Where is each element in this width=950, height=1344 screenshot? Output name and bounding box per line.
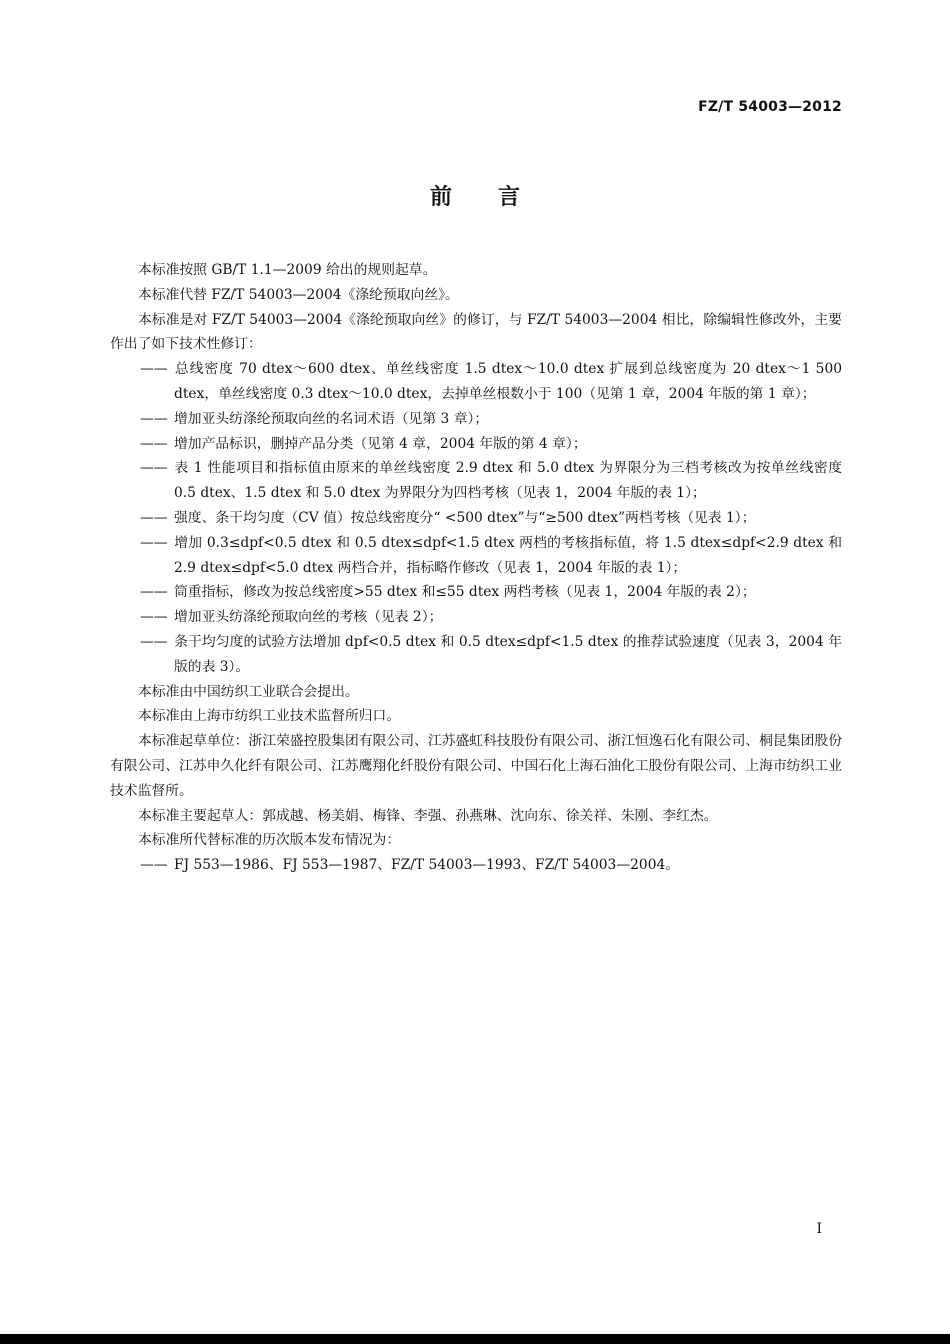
history-item xyxy=(110,853,842,878)
dash-marker: —— xyxy=(140,509,168,526)
dash-marker: —— xyxy=(140,435,168,452)
replacement-paragraph: 本标准代替 FZ/T 54003—2004《涤纶预取向丝》。 xyxy=(138,286,459,303)
revision-text: 条干均匀度的试验方法增加 dpf<0.5 dtex 和 0.5 dtex≤dpf<1.5 dtex 的推荐试验速度（见表 3，2004 年版的表 3）。 xyxy=(174,633,842,675)
dash-marker: —— xyxy=(140,857,168,874)
revision-text: 增加产品标识，删掉产品分类（见第 4 章，2004 年版的第 4 章）； xyxy=(174,435,587,452)
revision-text: 增加 0.3≤dpf<0.5 dtex 和 0.5 dtex≤dpf<1.5 dtex 两档的考核指标值，将 1.5 dtex≤dpf<2.9 dtex 和 2.9 dtex≤dpf<5.0 dtex 两档合并，指标略作修改（见表 1，2004 年版的表 1）； xyxy=(174,534,842,576)
revision-list xyxy=(110,357,842,679)
revision-text: 增加亚头纺涤纶预取向丝的名词术语（见第 3 章）； xyxy=(174,410,489,427)
proposer-paragraph: 本标准由中国纺织工业联合会提出。 xyxy=(138,683,359,700)
revision-text: 筒重指标，修改为按总线密度>55 dtex 和≤55 dtex 两档考核（见表 1，2004 年版的表 2）； xyxy=(174,584,756,601)
document-body xyxy=(110,258,842,878)
dash-marker: —— xyxy=(140,609,168,626)
dash-marker: —— xyxy=(140,633,168,650)
revision-item xyxy=(110,432,842,457)
drafting-units-paragraph: 本标准起草单位：浙江荣盛控股集团有限公司、江苏盛虹科技股份有限公司、浙江恒逸石化有限公司、桐昆集团股份有限公司、江苏申久化纤有限公司、江苏鹰翔化纤股份有限公司、中国石化上海石油化工股份有限公司、上海市纺织工业技术监督所。 xyxy=(110,733,842,799)
revision-item xyxy=(110,580,842,605)
page-number: I xyxy=(816,1221,822,1237)
revision-item xyxy=(110,605,842,630)
centralizer-paragraph: 本标准由上海市纺织工业技术监督所归口。 xyxy=(138,708,401,725)
revision-text: 增加亚头纺涤纶预取向丝的考核（见表 2）； xyxy=(174,609,443,626)
revision-item xyxy=(110,456,842,506)
drafters-paragraph: 本标准主要起草人：郭成越、杨美娟、梅锋、李强、孙燕琳、沈向东、徐关祥、朱刚、李红杰。 xyxy=(138,807,718,824)
revision-item xyxy=(110,357,842,407)
drafting-rule-paragraph: 本标准按照 GB/T 1.1—2009 给出的规则起草。 xyxy=(138,262,437,278)
dash-marker: —— xyxy=(140,534,168,551)
page-title: 前言 xyxy=(429,185,566,210)
dash-marker: —— xyxy=(140,410,168,427)
revision-text: 表 1 性能项目和指标值由原来的单丝线密度 2.9 dtex 和 5.0 dtex 为界限分为三档考核改为按单丝线密度 0.5 dtex、1.5 dtex 和 5.0 dtex 为界限分为四档考核（见表 1，2004 年版的表 1）； xyxy=(174,460,842,502)
bottom-border xyxy=(0,1334,950,1344)
revision-item xyxy=(110,531,842,581)
dash-marker: —— xyxy=(140,460,168,477)
revision-item xyxy=(110,506,842,531)
revision-intro-paragraph: 本标准是对 FZ/T 54003—2004《涤纶预取向丝》的修订，与 FZ/T 54003—2004 相比，除编辑性修改外，主要作出了如下技术性修订： xyxy=(110,311,842,353)
standard-code: FZ/T 54003—2012 xyxy=(698,99,842,115)
dash-marker: —— xyxy=(140,584,168,601)
revision-item xyxy=(110,630,842,680)
revision-item xyxy=(110,407,842,432)
dash-marker: —— xyxy=(140,361,168,378)
revision-text: 总线密度 70 dtex～600 dtex、单丝线密度 1.5 dtex～10.0 dtex 扩展到总线密度为 20 dtex～1 500 dtex，单丝线密度 0.3 dtex～10.0 dtex，去掉单丝根数小于 100（见第 1 章，2004 年版的第 1 章）； xyxy=(174,361,842,402)
revision-text: 强度、条干均匀度（CV 值）按总线密度分“ <500 dtex”与“≥500 dtex”两档考核（见表 1）； xyxy=(174,509,756,526)
history-text: FJ 553—1986、FJ 553—1987、FZ/T 54003—1993、FZ/T 54003—2004。 xyxy=(174,857,680,874)
history-intro-paragraph: 本标准所代替标准的历次版本发布情况为： xyxy=(138,832,401,849)
